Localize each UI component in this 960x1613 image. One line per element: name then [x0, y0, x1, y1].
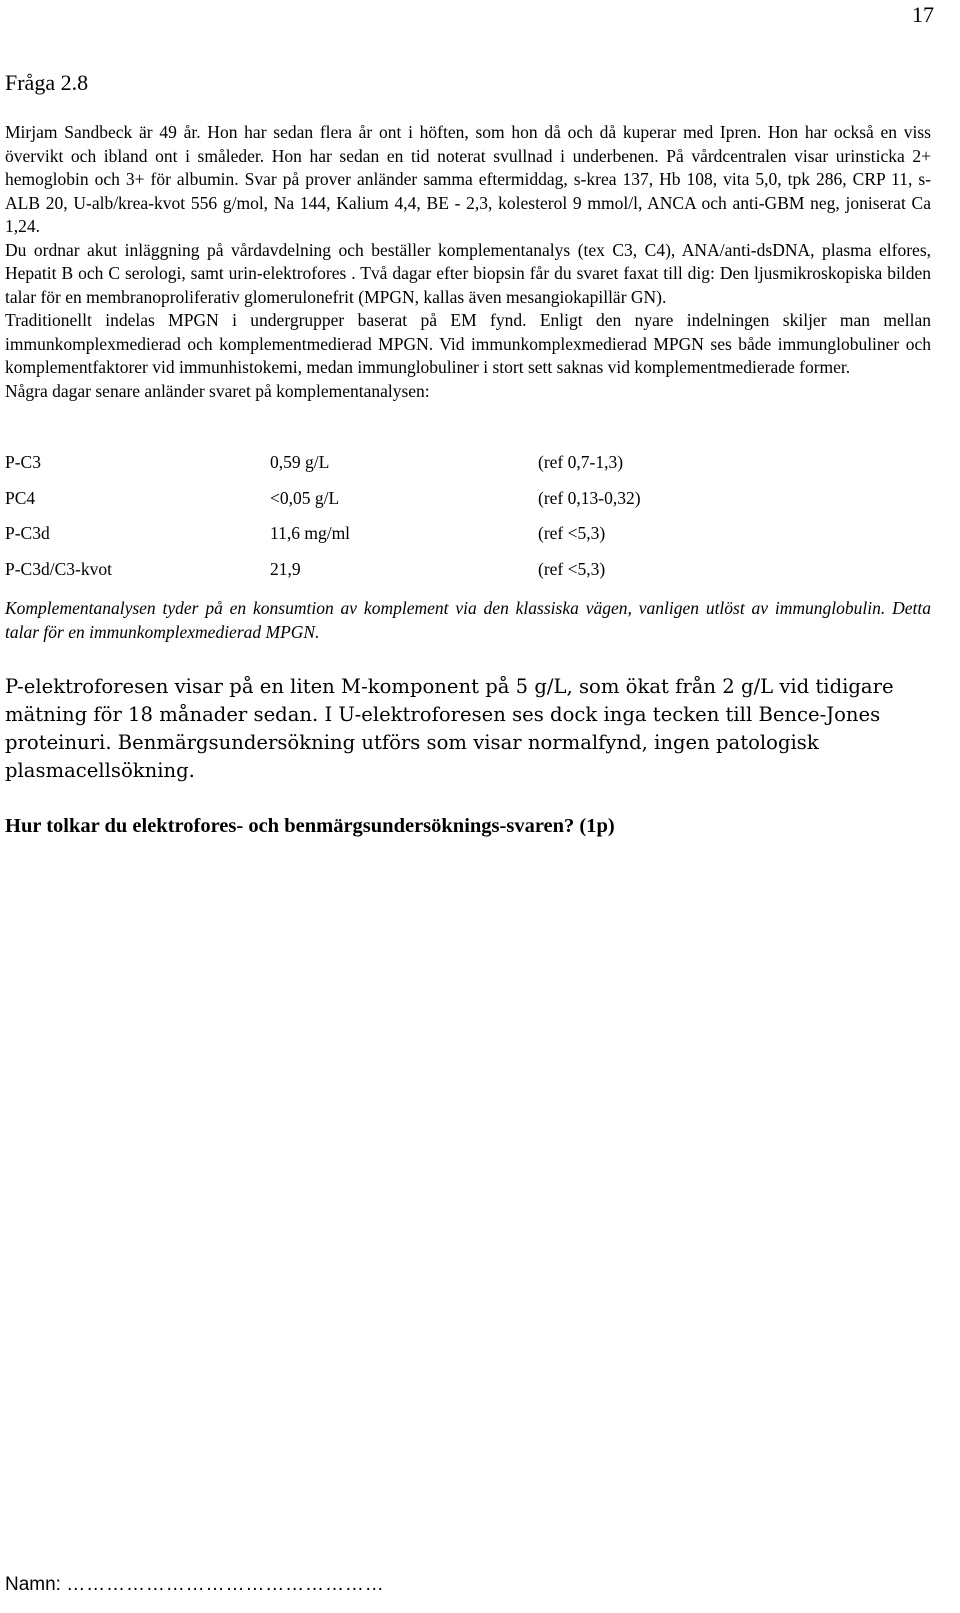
complement-interpretation: Komplementanalysen tyder på en konsumtion av komplement via den klassiska vägen, vanligen utlöst av immunglobulin. Detta talar för en immunkomplexmedierad MPGN.: [5, 598, 931, 642]
complement-lab-table: [5, 451, 705, 594]
case-paragraph-complement-intro: Några dagar senare anländer svaret på komplementanalysen:: [5, 380, 430, 401]
name-field[interactable]: [5, 1574, 385, 1596]
lab-reference: (ref <5,3): [538, 523, 606, 544]
lab-value: 11,6 mg/ml: [270, 523, 351, 544]
lab-reference: (ref <5,3): [538, 559, 606, 580]
lab-reference: (ref 0,7-1,3): [538, 452, 624, 472]
page-number: 17: [912, 2, 934, 27]
case-description: [5, 121, 931, 403]
electrophoresis-findings: P-elektroforesen visar på en liten M-komponent på 5 g/L, som ökat från 2 g/L vid tidigare mätning för 18 månader sedan. I U-elektroforesen ses dock inga tecken till Bence-Jones proteinuri. Benmärgsundersökning utförs som visar normalfynd, ingen patologisk plasmacellsökning.: [5, 675, 894, 782]
lab-value: 0,59 g/L: [270, 452, 330, 472]
exam-question: Hur tolkar du elektrofores- och benmärgsundersöknings-svaren? (1p): [5, 815, 615, 837]
case-paragraph-mpgn-classification: Traditionellt indelas MPGN i undergrupper baserat på EM fynd. Enligt den nyare indelningen skiljer man mellan immunkomplexmedierad och komplementmedierad MPGN. Vid immunkomplexmedierad MPGN ses både immunglobuliner och komplementfaktorer vid immunhistokemi, medan immunglobuliner i stort sett saknas vid komplementmedierade former.: [5, 310, 931, 377]
lab-value: 21,9: [270, 559, 301, 580]
lab-row: [5, 487, 705, 523]
name-dotted-line[interactable]: …………………………………………: [66, 1574, 385, 1595]
lab-name: P-C3d/C3-kvot: [5, 559, 112, 580]
case-paragraph-admission: Du ordnar akut inläggning på vårdavdelning och beställer komplementanalys (tex C3, C4), ANA/anti-dsDNA, plasma elfores, Hepatit B och C serologi, samt urin-elektrofores . Två dagar efter biopsin får du svaret faxat till dig: Den ljusmikroskopiska bilden talar för en membranoproliferativ glomerulonefrit (MPGN, kallas även mesangiokapillär GN).: [5, 239, 931, 307]
name-label: Namn:: [5, 1574, 61, 1595]
lab-row: [5, 558, 705, 594]
lab-name: P-C3: [5, 452, 41, 472]
lab-value: <0,05 g/L: [270, 487, 340, 508]
question-title: Fråga 2.8: [5, 70, 89, 95]
lab-reference: (ref 0,13-0,32): [538, 487, 641, 508]
lab-row: [5, 451, 705, 487]
lab-name: PC4: [5, 487, 36, 508]
lab-name: P-C3d: [5, 523, 50, 544]
case-paragraph-history: Mirjam Sandbeck är 49 år. Hon har sedan flera år ont i höften, som hon då och då kuperar med Ipren. Hon har också en viss övervikt och ibland ont i småleder. Hon har sedan en tid noterat svullnad i underbenen. På vårdcentralen visar urinsticka 2+ hemoglobin och 3+ för albumin. Svar på prover anländer samma eftermiddag, s-krea 137, Hb 108, vita 5,0, tpk 286, CRP 11, s-ALB 20, U-alb/krea-kvot 556 g/mol, Na 144, Kalium 4,4, BE - 2,3, kolesterol 9 mmol/l, ANCA och anti-GBM neg, joniserat Ca 1,24.: [5, 122, 931, 236]
lab-row: [5, 522, 705, 558]
